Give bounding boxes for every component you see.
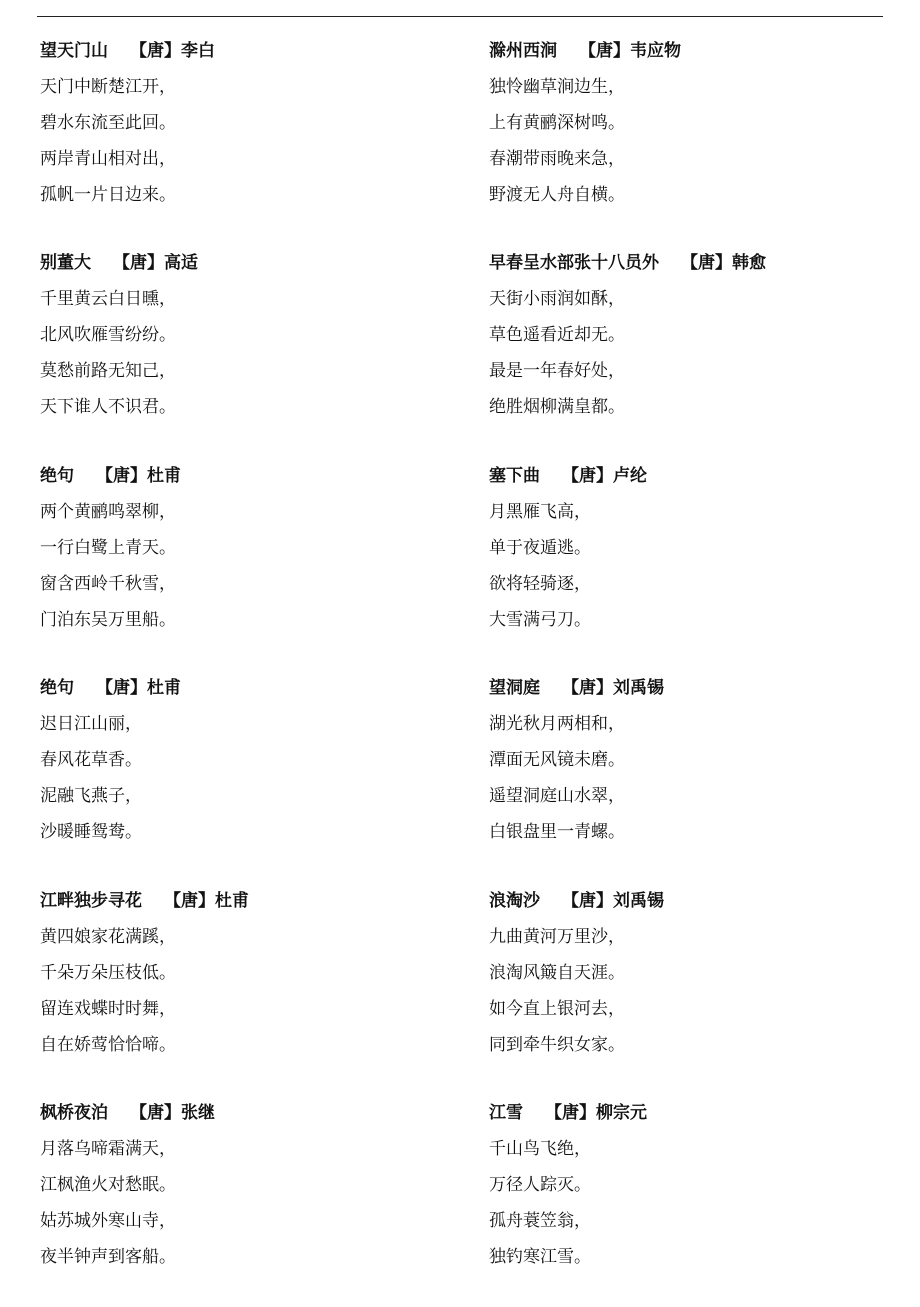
poem-title <box>489 245 920 281</box>
poem-name: 滁州西涧 <box>489 41 557 61</box>
poem-line: 孤舟蓑笠翁， <box>489 1210 591 1231</box>
poem-author: 【唐】杜甫 <box>96 678 181 699</box>
poem-line: 江枫渔火对愁眠。 <box>40 1174 176 1195</box>
poem-line: 千里黄云白日曛， <box>40 289 176 310</box>
poem-line: 孤帆一片日边来。 <box>40 185 176 205</box>
poem-title <box>489 670 920 706</box>
poem-line: 草色遥看近却无。 <box>489 325 625 346</box>
poem-line: 独钓寒江雪。 <box>489 1246 591 1267</box>
poem-line: 春潮带雨晚来急， <box>489 149 625 169</box>
poem-name: 早春呈水部张十八员外 <box>489 253 659 274</box>
poem <box>489 670 920 882</box>
poem-line: 两个黄鹂鸣翠柳， <box>40 501 176 522</box>
poem <box>489 458 920 670</box>
poem-line: 碧水东流至此回。 <box>40 113 176 133</box>
poem-line: 上有黄鹂深树鸣。 <box>489 113 625 133</box>
poem-line: 莫愁前路无知己， <box>40 361 176 382</box>
poem-name: 江雪 <box>489 1102 523 1123</box>
poem <box>489 1095 920 1307</box>
poem-line: 遥望洞庭山水翠， <box>489 786 625 807</box>
poem-name: 枫桥夜泊 <box>40 1102 108 1123</box>
poem-line: 夜半钟声到客船。 <box>40 1246 176 1267</box>
poem-line: 姑苏城外寒山寺， <box>40 1210 176 1231</box>
poem-line: 天门中断楚江开， <box>40 77 176 97</box>
poem <box>40 883 480 1095</box>
poem-line: 野渡无人舟自横。 <box>489 185 625 205</box>
left-column <box>40 33 480 1307</box>
poem-line: 欲将轻骑逐， <box>489 573 591 594</box>
poem-name: 江畔独步寻花 <box>40 890 142 911</box>
poem-line: 春风花草香。 <box>40 750 142 771</box>
poem-line: 潭面无风镜未磨。 <box>489 750 625 771</box>
poem-title <box>489 33 920 69</box>
poem <box>40 458 480 670</box>
poem-author: 【唐】刘禹锡 <box>562 890 664 911</box>
poem-line: 浪淘风簸自天涯。 <box>489 962 625 983</box>
poem-name: 望天门山 <box>40 41 108 61</box>
poem-line: 同到牵牛织女家。 <box>489 1034 625 1055</box>
poem-title <box>489 458 920 494</box>
poem-name: 绝句 <box>40 678 74 699</box>
poem-line: 千山鸟飞绝， <box>489 1138 591 1159</box>
poem <box>489 245 920 457</box>
poem <box>489 883 920 1095</box>
poem-line: 绝胜烟柳满皇都。 <box>489 397 625 418</box>
poem <box>40 245 480 457</box>
poem-line: 泥融飞燕子， <box>40 786 142 807</box>
poem-line: 北风吹雁雪纷纷。 <box>40 325 176 346</box>
poem-line: 留连戏蝶时时舞， <box>40 998 176 1019</box>
poem-name: 绝句 <box>40 465 74 486</box>
poem-line: 两岸青山相对出， <box>40 149 176 169</box>
poem-title <box>40 245 480 281</box>
poem-title <box>40 883 480 919</box>
poem-title <box>40 33 480 69</box>
poem-name: 望洞庭 <box>489 678 540 699</box>
poem-line: 九曲黄河万里沙， <box>489 926 625 947</box>
poem-author: 【唐】韩愈 <box>681 253 766 274</box>
right-column <box>489 33 920 1307</box>
poem-line: 沙暖睡鸳鸯。 <box>40 822 142 843</box>
poem-line: 最是一年春好处， <box>489 361 625 382</box>
poem-name: 别董大 <box>40 253 91 274</box>
poem-line: 单于夜遁逃。 <box>489 537 591 558</box>
poem <box>40 670 480 882</box>
poem-line: 月黑雁飞高， <box>489 501 591 522</box>
poem-author: 【唐】高适 <box>113 253 198 274</box>
poem-line: 迟日江山丽， <box>40 714 142 735</box>
poem-line: 天下谁人不识君。 <box>40 397 176 418</box>
poem <box>489 33 920 245</box>
poem-name: 塞下曲 <box>489 465 540 486</box>
poem-author: 【唐】张继 <box>130 1102 215 1123</box>
top-rule <box>37 16 883 17</box>
poem-line: 门泊东吴万里船。 <box>40 609 176 630</box>
poem-line: 如今直上银河去， <box>489 998 625 1019</box>
poem-author: 【唐】杜甫 <box>96 465 181 486</box>
poem-line: 千朵万朵压枝低。 <box>40 962 176 983</box>
poem-title <box>489 883 920 919</box>
poem <box>40 1095 480 1307</box>
poem-line: 一行白鹭上青天。 <box>40 537 176 558</box>
poem-author: 【唐】李白 <box>130 41 215 61</box>
poem-line: 万径人踪灭。 <box>489 1174 591 1195</box>
poem-line: 大雪满弓刀。 <box>489 609 591 630</box>
poem-line: 白银盘里一青螺。 <box>489 822 625 843</box>
poem-author: 【唐】刘禹锡 <box>562 678 664 699</box>
poem-line: 月落乌啼霜满天， <box>40 1138 176 1159</box>
poem-name: 浪淘沙 <box>489 890 540 911</box>
poem-line: 湖光秋月两相和， <box>489 714 625 735</box>
poem-line: 黄四娘家花满蹊， <box>40 926 176 947</box>
poem-line: 窗含西岭千秋雪， <box>40 573 176 594</box>
poem-title <box>40 670 480 706</box>
poem-line: 天街小雨润如酥， <box>489 289 625 310</box>
poem <box>40 33 480 245</box>
poem-title <box>489 1095 920 1131</box>
poem-line: 独怜幽草涧边生， <box>489 77 625 97</box>
poem-author: 【唐】柳宗元 <box>545 1102 647 1123</box>
poem-author: 【唐】杜甫 <box>164 890 249 911</box>
poem-title <box>40 458 480 494</box>
poem-author: 【唐】卢纶 <box>562 465 647 486</box>
poem-line: 自在娇莺恰恰啼。 <box>40 1034 176 1055</box>
poem-title <box>40 1095 480 1131</box>
poem-author: 【唐】韦应物 <box>579 41 681 61</box>
